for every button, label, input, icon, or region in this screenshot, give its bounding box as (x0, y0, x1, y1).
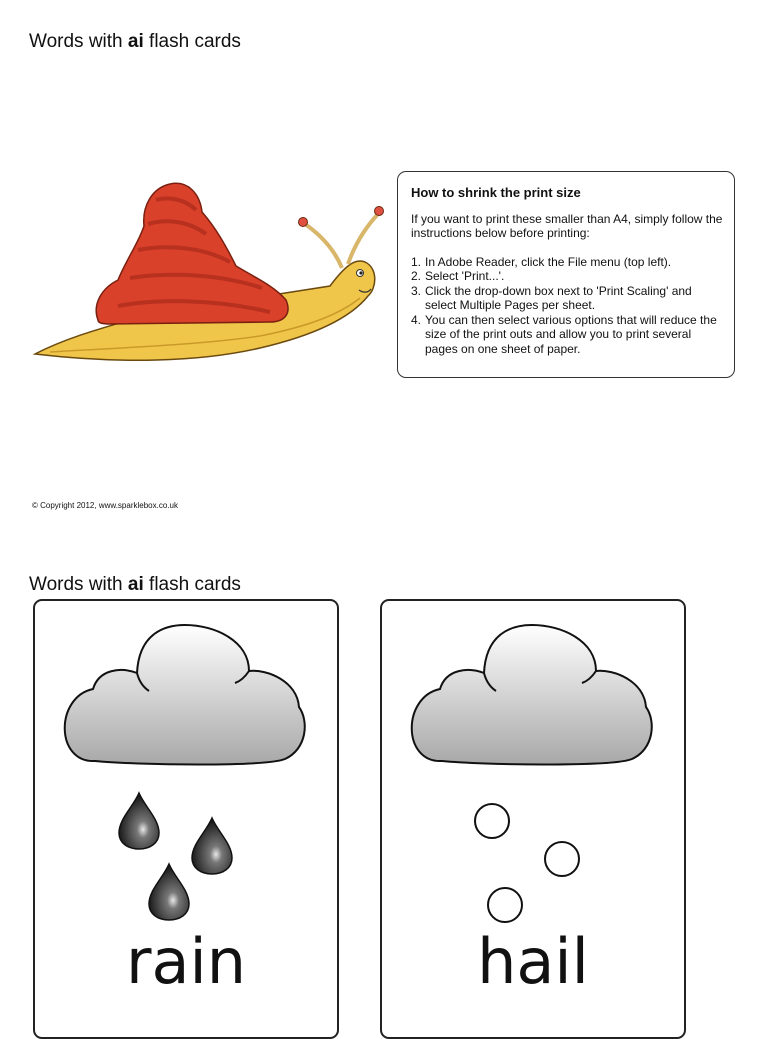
hailstone-icon (545, 842, 579, 876)
instruction-step (411, 284, 724, 313)
flash-card-rain (33, 599, 339, 1039)
step-text: Click the drop-down box next to 'Print Scaling' and select Multiple Pages per sheet. (425, 283, 692, 312)
raindrop-icon (119, 793, 159, 849)
snail-illustration (30, 176, 390, 376)
page-title (29, 31, 241, 53)
copyright-notice: © Copyright 2012, www.sparklebox.co.uk (32, 501, 178, 510)
raindrop-icon (192, 818, 232, 874)
flash-card-hail (380, 599, 686, 1039)
raindrop-icon (149, 864, 189, 920)
step-text: In Adobe Reader, click the File menu (top left). (425, 254, 672, 269)
title-suffix: flash cards (143, 31, 241, 52)
page-title (29, 574, 241, 596)
title-bold: ai (127, 31, 144, 52)
instruction-step (411, 255, 724, 270)
step-text: Select 'Print...'. (425, 269, 505, 283)
instruction-step (411, 269, 724, 284)
title-prefix: Words with (29, 31, 128, 52)
cloud-icon (65, 625, 305, 765)
hailstone-icon (488, 888, 522, 922)
step-text: You can then select various options that will reduce the size of the print outs and allow you to print several pages on one sheet of paper. (425, 312, 717, 356)
title-bold: ai (127, 574, 144, 595)
title-prefix: Words with (29, 574, 128, 595)
print-instructions-box (397, 171, 735, 378)
step-number: 2. (411, 269, 422, 283)
step-number: 1. (411, 254, 422, 269)
hailstone-icon (475, 804, 509, 838)
instruction-step (411, 313, 724, 357)
title-suffix: flash cards (143, 574, 241, 595)
step-number: 4. (411, 312, 422, 327)
flash-card-word: rain (125, 925, 246, 998)
step-number: 3. (411, 283, 422, 298)
instructions-list (411, 255, 724, 357)
instructions-heading: How to shrink the print size (411, 185, 581, 200)
cloud-icon (412, 625, 652, 765)
flash-card-word: hail (477, 925, 589, 998)
instructions-intro: If you want to print these smaller than A4, simply follow the instructions below before printing: (411, 211, 723, 240)
